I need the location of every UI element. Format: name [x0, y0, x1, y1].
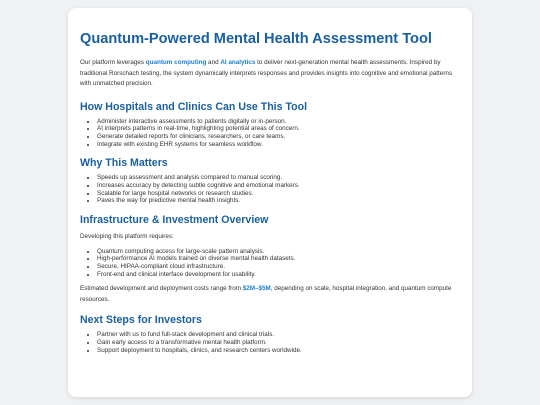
intro-text-middle: and [206, 59, 221, 66]
list-item: • Administer interactive assessments to patients digitally or in-person. [97, 118, 460, 126]
intro-highlight-ai: AI analytics [220, 59, 256, 66]
list-item: • Integrate with existing EHR systems for seamless workflow. [97, 141, 460, 149]
list-item: • Increases accuracy by detecting subtle cognitive and emotional markers. [97, 182, 460, 190]
section-next-steps [80, 314, 460, 354]
list-item: • Gain early access to a transformative mental health platform. [97, 339, 460, 347]
list-item: • Speeds up assessment and analysis compared to manual scoring. [97, 174, 460, 182]
page-title: Quantum-Powered Mental Health Assessment Tool [80, 31, 432, 47]
list-next-steps [80, 331, 460, 354]
cost-text-after: , depending on scale, hospital integration, and quantum compute resources. [80, 285, 452, 303]
cost-text-before: Estimated development and deployment costs range from [80, 285, 243, 293]
infrastructure-lead: Developing this platform requires: [80, 233, 174, 241]
list-item: • Front-end and clinical interface development for usability. [97, 271, 460, 279]
list-item: • Support deployment to hospitals, clinics, and research centers worldwide. [97, 347, 460, 355]
list-item: • Partner with us to fund full-stack development and clinical trials. [97, 331, 460, 339]
list-item: • Generate detailed reports for clinicians, researchers, or care teams. [97, 133, 460, 141]
list-item: • Secure, HIPAA-compliant cloud infrastructure. [97, 263, 460, 271]
cost-paragraph [80, 284, 460, 305]
list-item: • High-performance AI models trained on diverse mental health datasets. [97, 255, 460, 263]
document-card [68, 8, 472, 397]
section-heading-use: How Hospitals and Clinics Can Use This Tool [80, 100, 308, 113]
list-use [80, 118, 460, 149]
section-infrastructure [80, 214, 460, 305]
section-heading-infrastructure: Infrastructure & Investment Overview [80, 214, 269, 227]
intro-highlight-quantum: quantum computing [145, 59, 207, 66]
cost-highlight: $2M–$5M [242, 285, 271, 293]
list-why [80, 174, 460, 205]
list-infrastructure [80, 248, 460, 279]
list-item: • Quantum computing access for large-scale pattern analysis. [97, 248, 460, 256]
list-item: • Scalable for large hospital networks or research studies. [97, 190, 460, 198]
intro-paragraph [80, 58, 460, 90]
list-item: • AI interprets patterns in real-time, highlighting potential areas of concern. [97, 125, 460, 133]
list-item: • Paves the way for predictive mental health insights. [97, 197, 460, 205]
intro-text-after: to deliver next-generation mental health assessments. Inspired by traditional Rorschach testing, the system dynamically interprets responses and provides insights into cognitive and emotional patterns with unmatched precision. [80, 59, 453, 87]
section-heading-next-steps: Next Steps for Investors [80, 314, 202, 327]
section-use [80, 101, 460, 149]
intro-text-before: Our platform leverages [80, 59, 146, 66]
section-heading-why: Why This Matters [80, 157, 168, 170]
section-why [80, 157, 460, 205]
